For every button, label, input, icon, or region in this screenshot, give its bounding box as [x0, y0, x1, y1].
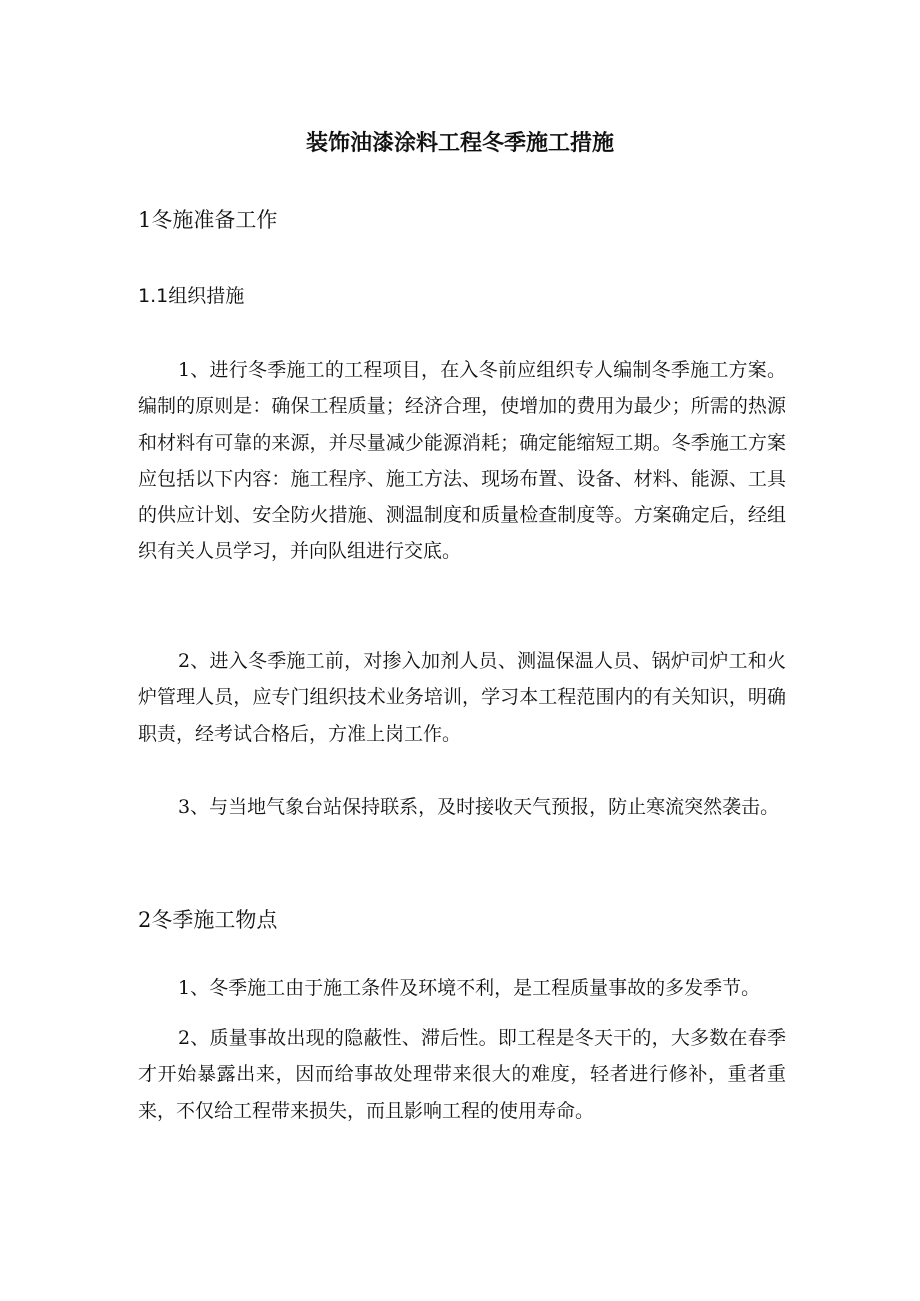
section-1-heading: 1冬施准备工作 [138, 208, 278, 232]
section-1-1-heading: 1.1组织措施 [138, 285, 245, 307]
section-2-heading: 2冬季施工物点 [138, 908, 278, 932]
paragraph-organization-1: 1、进行冬季施工的工程项目，在入冬前应组织专人编制冬季施工方案。编制的原则是：确保工程质量；经济合理，使增加的费用为最少；所需的热源和材料有可靠的来源，并尽量减少能源消耗；确定能缩短工期。冬季施工方案应包括以下内容：施工程序、施工方法、现场布置、设备、材料、能源、工具的供应计划、安全防火措施、测温制度和质量检查制度等。方案确定后，经组织有关人员学习，并向队组进行交底。 [138, 359, 786, 563]
paragraph-organization-2: 2、进入冬季施工前，对掺入加剂人员、测温保温人员、锅炉司炉工和火炉管理人员，应专门组织技术业务培训，学习本工程范围内的有关知识，明确职责，经考试合格后，方准上岗工作。 [138, 650, 786, 745]
document-title: 装饰油漆涂料工程冬季施工措施 [305, 131, 614, 156]
paragraph-winter-feature-2: 2、质量事故出现的隐蔽性、滞后性。即工程是冬天干的，大多数在春季才开始暴露出来，因而给事故处理带来很大的难度，轻者进行修补，重者重来，不仅给工程带来损失，而且影响工程的使用寿命。 [138, 1027, 786, 1122]
paragraph-winter-feature-1: 1、冬季施工由于施工条件及环境不利，是工程质量事故的多发季节。 [178, 977, 761, 999]
paragraph-organization-3: 3、与当地气象台站保持联系，及时接收天气预报，防止寒流突然袭击。 [178, 796, 780, 818]
